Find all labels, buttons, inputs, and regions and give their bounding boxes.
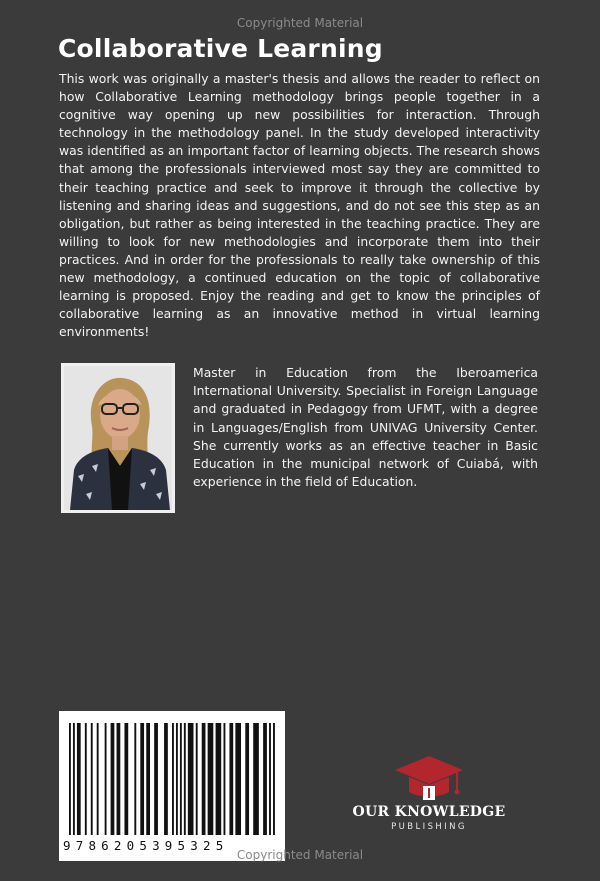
book-title: Collaborative Learning bbox=[58, 34, 383, 63]
publisher-name: OUR KNOWLEDGE bbox=[352, 804, 506, 820]
graduation-cap-icon bbox=[349, 752, 509, 806]
barcode-bar bbox=[172, 723, 174, 835]
portrait-illustration bbox=[64, 366, 172, 510]
barcode-bar bbox=[69, 723, 71, 835]
barcode-bar bbox=[73, 723, 75, 835]
barcode-bar bbox=[97, 723, 99, 835]
barcode-bar bbox=[154, 723, 158, 835]
barcode-bar bbox=[111, 723, 115, 835]
barcode-bar bbox=[134, 723, 136, 835]
barcode-bar bbox=[245, 723, 249, 835]
barcode-bar bbox=[91, 723, 93, 835]
barcode-bar bbox=[184, 723, 186, 835]
publisher-logo bbox=[349, 752, 509, 842]
barcode-bar bbox=[269, 723, 271, 835]
author-portrait-image bbox=[64, 366, 172, 510]
barcode-bar bbox=[196, 723, 198, 835]
barcode-bar bbox=[140, 723, 144, 835]
publisher-subtitle: PUBLISHING bbox=[391, 822, 467, 832]
barcode-bar bbox=[105, 723, 107, 835]
barcode-bar bbox=[253, 723, 259, 835]
barcode-bar bbox=[77, 723, 81, 835]
barcode-bar bbox=[176, 723, 178, 835]
barcode-bar bbox=[263, 723, 267, 835]
barcode-bar bbox=[124, 723, 128, 835]
barcode-bar bbox=[164, 723, 168, 835]
book-description: This work was originally a master's thesis and allows the reader to reflect on how Collaborative Learning methodology brings people together in a cognitive way opening up new possibilities for interaction. Through technology in the methodology panel. In the study developed interactivity was identified as an important factor of learning objects. The research shows that among the professionals interviewed most say they are committed to their teaching practice and seek to improve it through the collective by listening and sharing ideas and suggestions, and do not see this step as an obligation, but rather as being interested in the teaching practice. They are willing to look for new methodologies and incorporate them into their practices. And in order for the professionals to really take ownership of this new methodology, a continued education on the topic of collaborative learning is proposed. Enjoy the reading and get to know the principles of collaborative learning as an innovative method in virtual learning environments! bbox=[59, 71, 540, 340]
barcode-bar bbox=[180, 723, 182, 835]
barcode-bar bbox=[235, 723, 241, 835]
barcode-bar bbox=[202, 723, 206, 835]
author-bio: Master in Education from the Iberoamerica International University. Specialist in Foreign Language and graduated in Pedagogy from UFMT, with a degree in Languages/English from UNIVAG University Center. She currently works as an effective teacher in Basic Education in the municipal network of Cuiabá, with experience in the field of Education. bbox=[193, 365, 538, 490]
barcode-bar bbox=[117, 723, 121, 835]
author-photo bbox=[61, 363, 175, 513]
barcode-bar bbox=[146, 723, 150, 835]
isbn-barcode bbox=[59, 711, 285, 861]
barcode-bars bbox=[69, 723, 275, 841]
barcode-bar bbox=[216, 723, 222, 835]
isbn-number: 9786205395325 bbox=[63, 838, 229, 853]
watermark-top: Copyrighted Material bbox=[236, 16, 364, 30]
watermark-bottom: Copyrighted Material bbox=[236, 848, 364, 862]
barcode-bar bbox=[229, 723, 233, 835]
barcode-bar bbox=[224, 723, 226, 835]
barcode-bar bbox=[273, 723, 275, 835]
barcode-bar bbox=[208, 723, 214, 835]
barcode-bar bbox=[188, 723, 194, 835]
barcode-bar bbox=[85, 723, 87, 835]
